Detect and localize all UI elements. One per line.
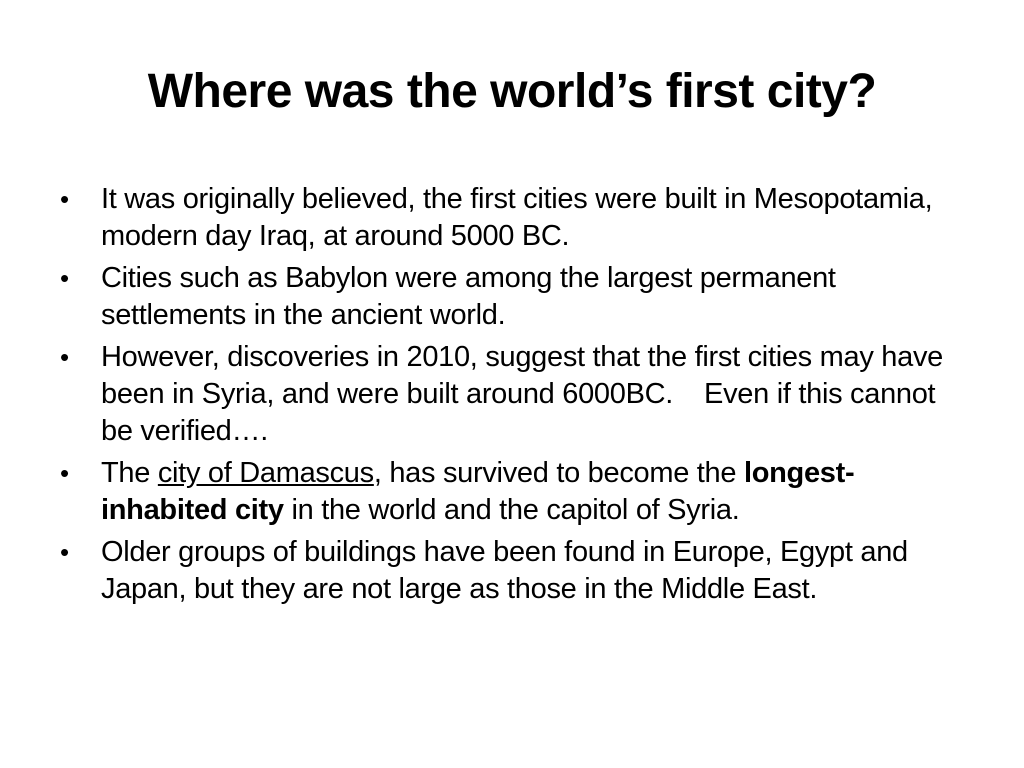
bullet-item-3: [60, 339, 960, 450]
bullet-text-part: in the world and the capitol of Syria.: [283, 494, 740, 526]
bullet-bold-text: longest-inhabited city: [101, 457, 855, 526]
bullet-icon: •: [60, 184, 69, 214]
bullet-text: However, discoveries in 2010, suggest that the first cities may have been in Syria, and were built around 6000BC. Even if this cannot be verified….: [101, 341, 951, 447]
bullet-icon: •: [60, 458, 69, 488]
bullet-text: It was originally believed, the first cities were built in Mesopotamia, modern day Iraq, at around 5000 BC.: [101, 183, 933, 252]
bullet-icon: •: [60, 537, 69, 567]
bullet-item-1: [60, 181, 960, 255]
bullet-list: [60, 181, 960, 613]
bullet-item-4: [60, 455, 960, 529]
bullet-text: Cities such as Babylon were among the largest permanent settlements in the ancient world.: [101, 262, 836, 331]
bullet-icon: •: [60, 263, 69, 293]
bullet-item-5: [60, 534, 960, 608]
bullet-icon: •: [60, 342, 69, 372]
bullet-text-part: , has survived to become the: [373, 457, 744, 489]
bullet-text: Older groups of buildings have been found in Europe, Egypt and Japan, but they are not large as those in the Middle East.: [101, 536, 908, 605]
bullet-text-part: The: [101, 457, 158, 489]
slide-title: Where was the world’s first city?: [147, 65, 877, 118]
bullet-item-2: [60, 260, 960, 334]
damascus-link[interactable]: city of Damascus: [157, 457, 374, 489]
